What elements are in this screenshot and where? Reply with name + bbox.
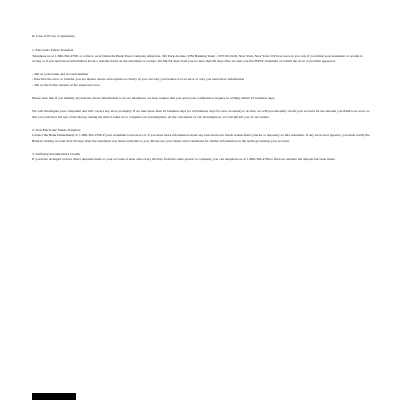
document-content xyxy=(32,34,370,170)
section-preauthorized-credits xyxy=(32,152,370,163)
instructions-list xyxy=(32,72,370,88)
section-body: Contact the Bank immediately at 1-866-362-4796 if your statement is incorrect or if you need more information about any non-electronic funds transactions (checks or deposits) on this statement. If any such error appears, you must notify the Bank in writing no later than 30 days after the statement was made available to you. Please see your Terms and Conditions for further information on the terms governing your account. xyxy=(32,133,370,143)
section-electronic-transfers xyxy=(32,48,370,64)
footer-black-bar xyxy=(32,393,76,400)
investigation-paragraph: We will investigate your complaint and will correct any error promptly. If we take more than 10 business days (or 20 business days for new accounts) to do this, we will provisionally credit your account for the amount you think is in error, so that you will have the use of the money during the time it takes us to complete our investigation. At the conclusion of our investigation, we will inform you of our results. xyxy=(32,109,370,119)
section-title: 3. Verifying Preauthorized Credits xyxy=(32,151,80,156)
list-item: - Tell us the dollar amount of the suspected error xyxy=(32,82,101,87)
written-notice-paragraph: Please note that if you initially provide the above information to us via telephone, we may require that you send your complaint or inquiry in writing within 10 business days. xyxy=(32,96,276,101)
list-item: - Describe the error or transfer you are unsure about, and explain as clearly as you can why you believe it is an error or why you need more information xyxy=(32,77,245,82)
section-body: Telephone us at 1-866-362-4796; or write to us at Deutsche Bank Trust Company Americas, 345 Park Avenue, WM Banking Team - NYC20-0102, New York, New York 10154 as soon as you can, if you think your statement or receipt is wrong or if you need more information about a transfer listed on the statement or receipt. We MUST hear from you no later than 60 days after we sent you the FIRST statement on which the error or problem appeared. xyxy=(32,53,363,63)
section-non-electronic-transfers xyxy=(32,128,370,144)
section-body: If you have arranged to have direct deposits made to your account at least once every 60 days from the same person or company, you can telephone us at 1-866-362-4796 to find out whether the deposit has been made. xyxy=(32,157,336,162)
page-title: In Case of Errors or Questions xyxy=(32,34,75,38)
list-item: - Tell us your name and account number xyxy=(32,72,89,77)
section-title: 1. Electronic Funds Transfers xyxy=(32,48,74,53)
section-title: 2. Non-Electronic Funds Transfers xyxy=(32,127,81,132)
